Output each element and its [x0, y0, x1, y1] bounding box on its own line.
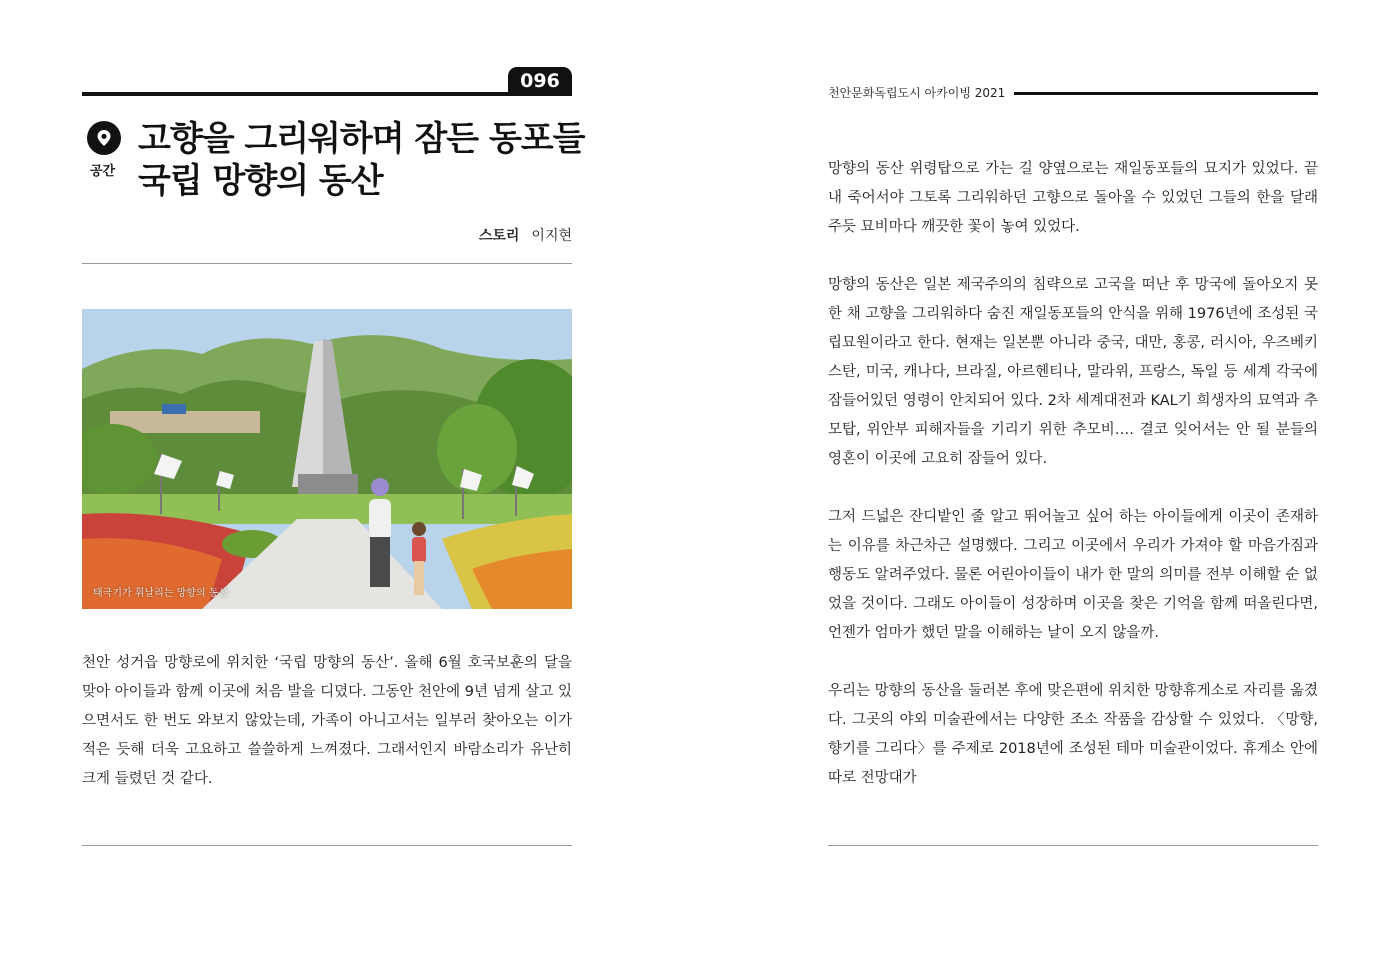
footer-rule-left — [82, 845, 572, 846]
title-line-1: 고향을 그리워하며 잠든 동포들 — [138, 119, 585, 159]
article-photo — [82, 309, 572, 609]
header-rule-right — [1014, 92, 1318, 95]
byline-role: 스토리 — [478, 228, 520, 244]
body-paragraph: 그저 드넓은 잔디밭인 줄 알고 뛰어놀고 싶어 하는 아이들에게 이곳이 존재하는 이유를 차근차근 설명했다. 그리고 이곳에서 우리가 가져야 할 마음가짐과 행동도 알려주었다. 물론 어린아이들이 내가 한 말의 의미를 전부 이해할 순 없었을 것이다. 그래도 아이들이 성장하며 이곳을 찾은 기억을 함께 떠올린다면, 언젠가 엄마가 했던 말을 이해하는 날이 오지 않을까. — [828, 509, 1318, 641]
body-paragraph: 우리는 망향의 동산을 둘러본 후에 맞은편에 위치한 망향휴게소로 자리를 옮겼다. 그곳의 야외 미술관에서는 다양한 조소 작품을 감상할 수 있었다. 〈망향, 향기를 그리다〉를 주제로 2018년에 조성된 테마 미술관이었다. 휴게소 안에 따로 전망대가 — [828, 683, 1318, 786]
article-title — [138, 118, 585, 202]
footer-rule-right — [828, 845, 1318, 846]
body-text — [828, 155, 1318, 822]
byline — [479, 225, 572, 245]
body-paragraph: 망향의 동산 위령탑으로 가는 길 양옆으로는 재일동포들의 묘지가 있었다. 끝내 죽어서야 그토록 그리워하던 고향으로 돌아올 수 있었던 그들의 한을 달래주듯 묘비마다 깨끗한 꽃이 놓여 있었다. — [828, 161, 1318, 235]
body-paragraph: 망향의 동산은 일본 제국주의의 침략으로 고국을 떠난 후 망국에 돌아오지 못한 채 고향을 그리워하다 숨진 재일동포들의 안식을 위해 1976년에 조성된 국립묘원이라고 한다. 현재는 일본뿐 아니라 중국, 대만, 홍콩, 러시아, 우즈베키스탄, 미국, 캐나다, 브라질, 아르헨티나, 말라위, 프랑스, 독일 등 세계 각국에 잠들어있던 영령이 안치되어 있다. 2차 세계대전과 KAL기 희생자의 묘역과 추모탑, 위안부 피해자들을 기리기 위한 추모비…. 결코 잊어서는 안 될 분들의 영혼이 이곳에 고요히 잠들어 있다. — [828, 277, 1318, 467]
category-label: 공간 — [90, 164, 116, 179]
byline-author: 이지현 — [531, 228, 572, 244]
intro-paragraph: 천안 성거읍 망향로에 위치한 ‘국립 망향의 동산’. 올해 6월 호국보훈의 달을 맞아 아이들과 함께 이곳에 처음 발을 디뎠다. 그동안 천안에 9년 넘게 살고 있으면서도 한 번도 와보지 않았는데, 가족이 아니고서는 일부러 찾아오는 이가 적은 듯해 더욱 고요하고 쓸쓸하게 느껴졌다. 그래서인지 바람소리가 유난히 크게 들렸던 것 같다. — [82, 655, 572, 787]
photo-caption: 태극기가 휘날리는 망향의 동산 — [93, 588, 229, 599]
page-number: 096 — [508, 67, 572, 94]
title-line-2: 국립 망향의 동산 — [138, 161, 383, 201]
running-header: 천안문화독립도시 아카이빙 2021 — [828, 86, 1006, 100]
location-pin-icon — [87, 121, 121, 155]
divider-under-title — [82, 263, 572, 264]
header-rule-left — [82, 92, 572, 96]
